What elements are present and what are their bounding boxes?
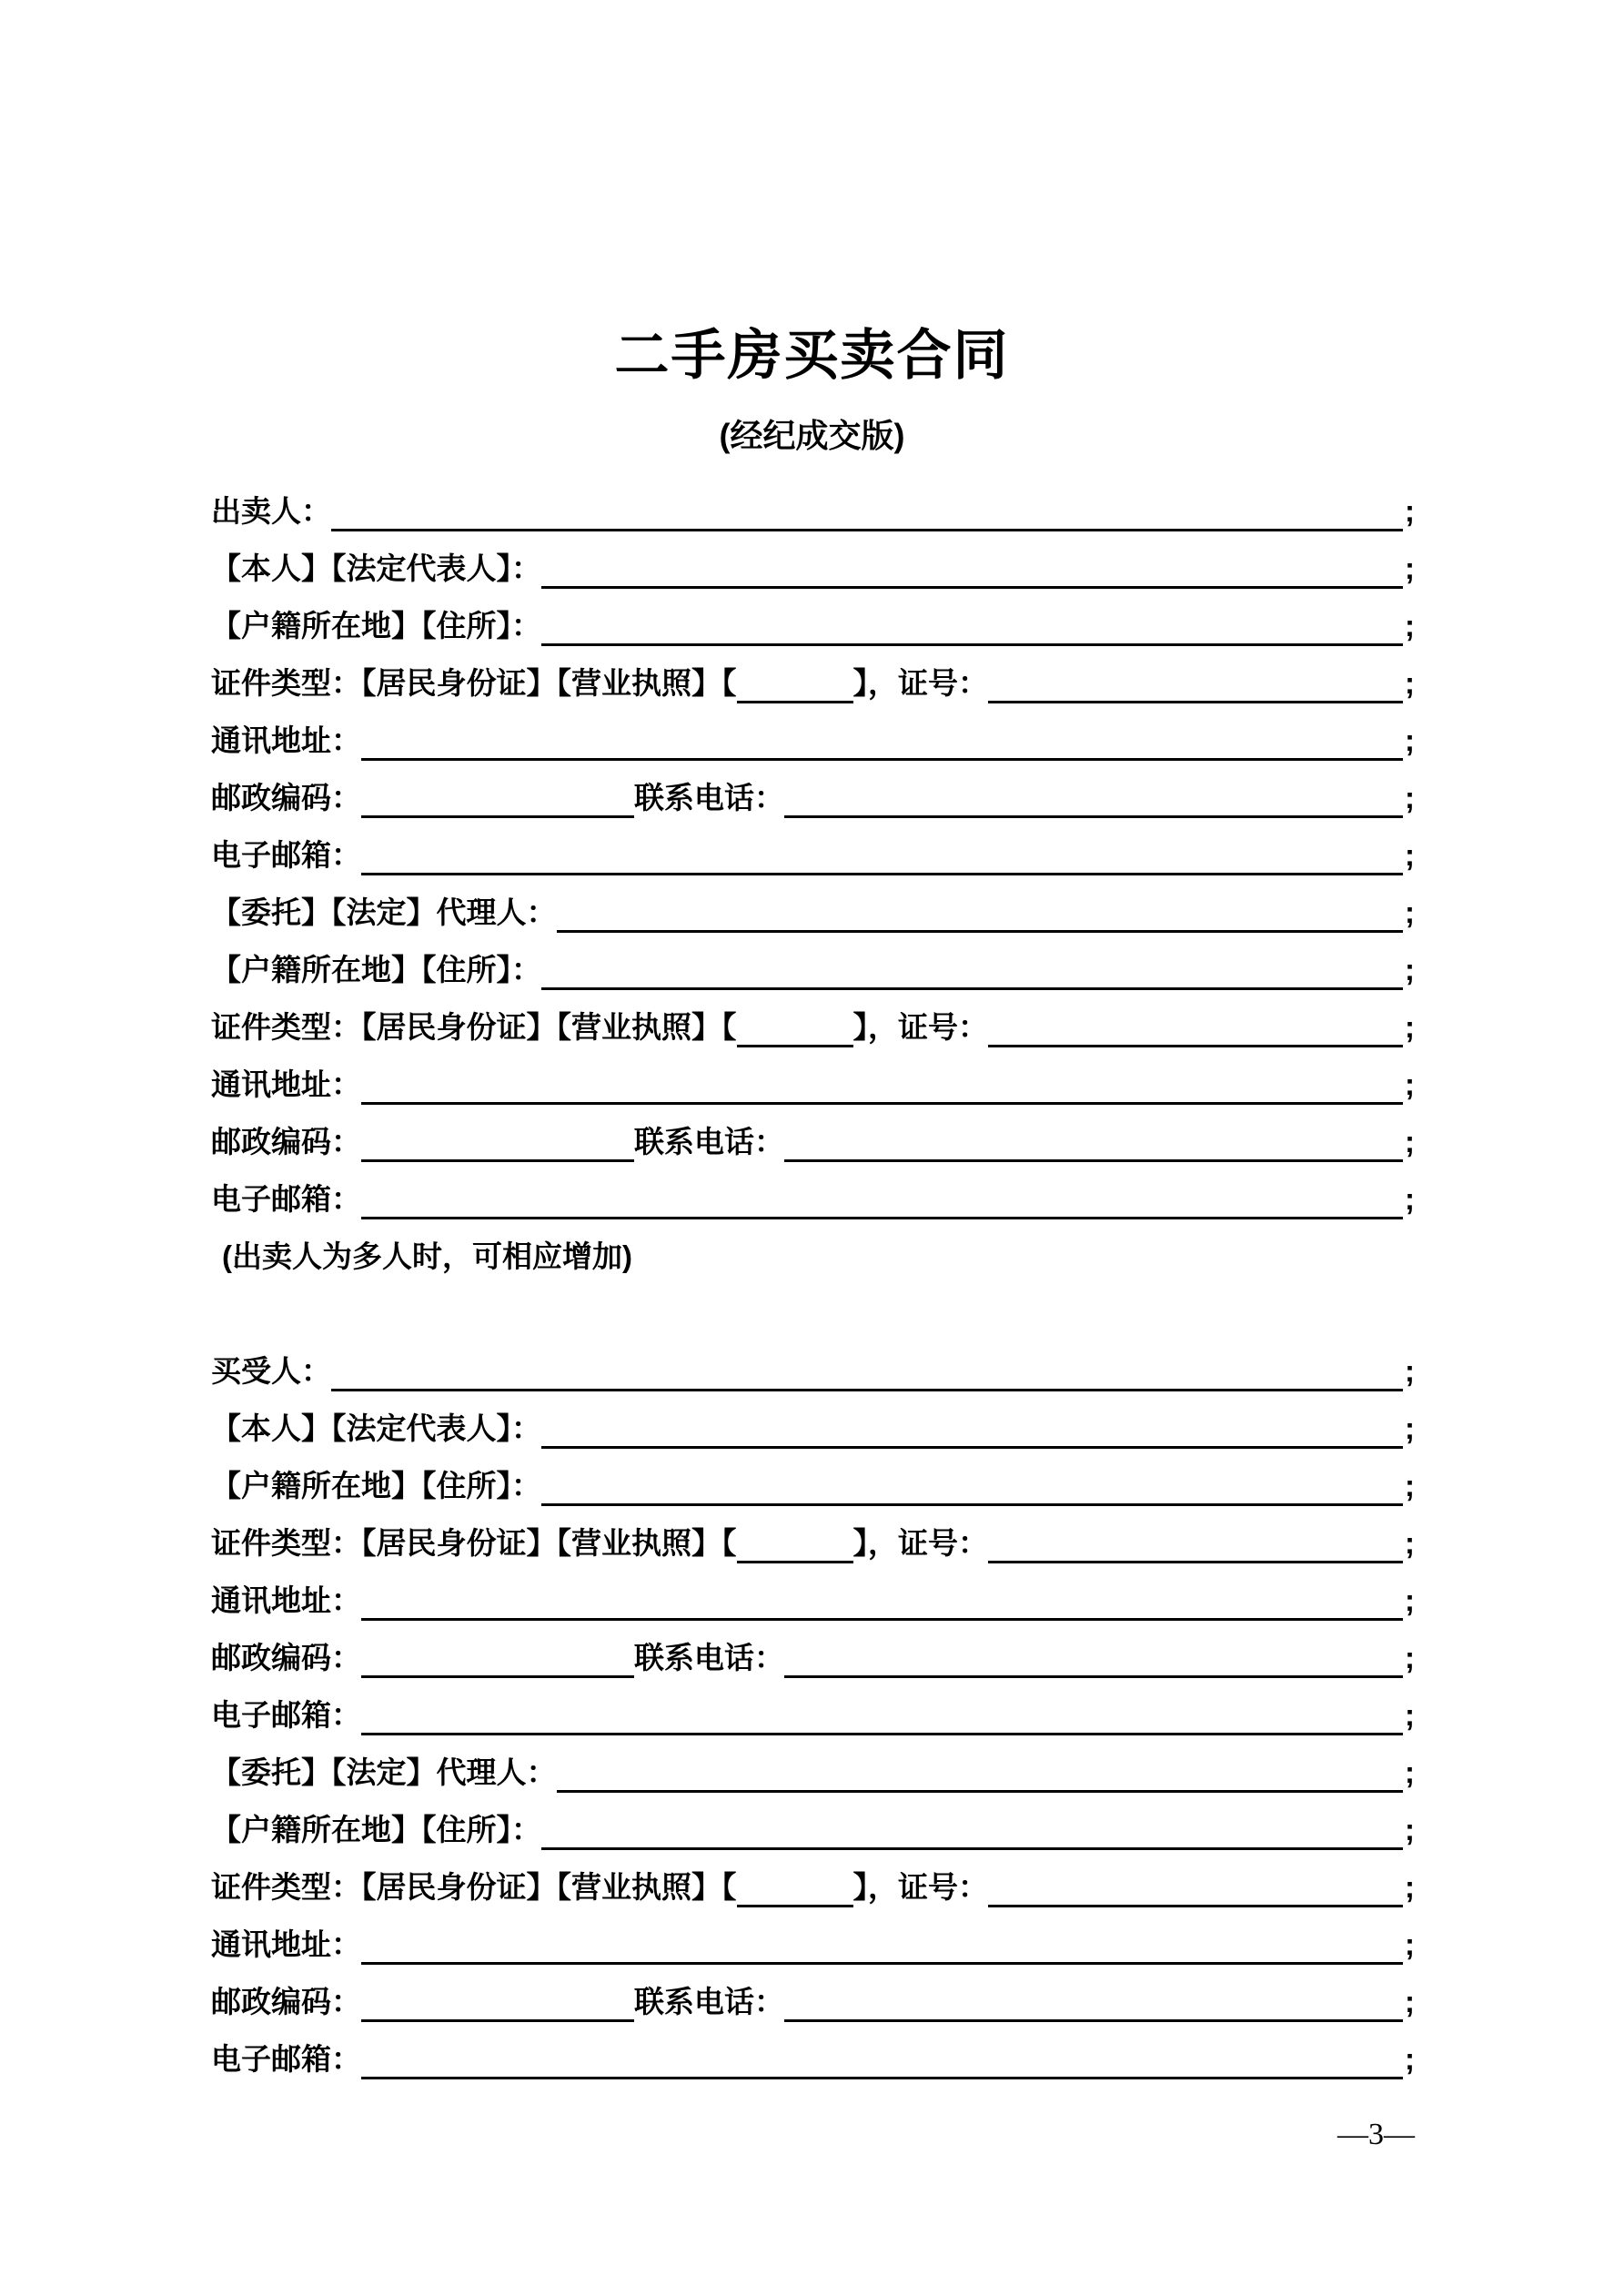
field-label: 邮政编码：: [211, 1125, 361, 1158]
certificate-type-blank: [737, 998, 853, 1047]
certificate-type-blank: [737, 1858, 853, 1907]
field-blank: [541, 597, 1403, 646]
field-label: 【委托】【法定】代理人：: [211, 895, 557, 929]
field-blank: [784, 1629, 1403, 1678]
field-blank: [541, 941, 1403, 990]
field-label: 【户籍所在地】【住所】：: [211, 1469, 541, 1502]
buyer-certificate-row: [211, 1514, 1415, 1572]
field-blank: [331, 1342, 1403, 1391]
buyer-agent-mailing-address-row: [211, 1916, 1415, 1973]
field-label: 电子邮箱：: [211, 2042, 361, 2076]
seller-agent-row: [211, 884, 1415, 941]
seller-agent-email-row: [211, 1170, 1415, 1228]
line-terminator: ;: [1405, 1354, 1415, 1388]
line-terminator: ;: [1405, 551, 1415, 585]
field-label: 出卖人：: [211, 494, 331, 528]
field-label: 证件类型：【居民身份证】【营业执照】【: [211, 1870, 737, 1904]
field-blank: [988, 1858, 1403, 1907]
line-terminator: ;: [1405, 723, 1415, 757]
line-terminator: ;: [1405, 838, 1415, 872]
line-terminator: ;: [1405, 781, 1415, 814]
buyer-agent-postal-phone-row: [211, 1973, 1415, 2030]
line-terminator: ;: [1405, 1526, 1415, 1560]
field-blank: [361, 1916, 1403, 1965]
line-terminator: ;: [1405, 1411, 1415, 1445]
buyer-agent-certificate-row: [211, 1858, 1415, 1916]
buyer-residence-row: [211, 1457, 1415, 1514]
field-label: 买受人：: [211, 1354, 331, 1388]
field-blank: [361, 1629, 634, 1678]
section-gap-row: [211, 1285, 1415, 1342]
line-terminator: ;: [1405, 1927, 1415, 1961]
buyer-legal-representative-row: [211, 1400, 1415, 1457]
field-blank: [988, 998, 1403, 1047]
seller-residence-row: [211, 597, 1415, 654]
line-terminator: ;: [1405, 1985, 1415, 2018]
field-blank: [784, 1113, 1403, 1162]
note-text: (出卖人为多人时，可相应增加): [222, 1239, 632, 1273]
field-label: 】，证号：: [852, 1010, 988, 1044]
seller-agent-residence-row: [211, 941, 1415, 998]
field-label: 【户籍所在地】【住所】：: [211, 1813, 541, 1846]
field-blank: [331, 482, 1403, 531]
field-blank: [541, 1400, 1403, 1449]
field-label: 证件类型：【居民身份证】【营业执照】【: [211, 1010, 737, 1044]
line-terminator: ;: [1405, 1010, 1415, 1044]
field-blank: [361, 769, 634, 818]
field-blank: [361, 1056, 1403, 1105]
field-label: 【委托】【法定】代理人：: [211, 1755, 557, 1789]
field-label: 邮政编码：: [211, 1641, 361, 1674]
buyer-postal-phone-row: [211, 1629, 1415, 1686]
seller-legal-representative-row: [211, 540, 1415, 597]
field-label: 通讯地址：: [211, 723, 361, 757]
field-label: 证件类型：【居民身份证】【营业执照】【: [211, 1526, 737, 1560]
line-terminator: ;: [1405, 1583, 1415, 1617]
line-terminator: ;: [1405, 895, 1415, 929]
field-label: 电子邮箱：: [211, 1698, 361, 1732]
line-terminator: ;: [1405, 1125, 1415, 1158]
line-terminator: ;: [1405, 494, 1415, 528]
field-label: 邮政编码：: [211, 781, 361, 814]
line-terminator: ;: [1405, 1870, 1415, 1904]
field-label: 证件类型：【居民身份证】【营业执照】【: [211, 666, 737, 700]
field-label: 【本人】【法定代表人】：: [211, 551, 541, 585]
field-label: 电子邮箱：: [211, 838, 361, 872]
field-label: 【户籍所在地】【住所】：: [211, 609, 541, 642]
field-label: 通讯地址：: [211, 1927, 361, 1961]
field-blank: [361, 1686, 1403, 1735]
line-terminator: ;: [1405, 1067, 1415, 1101]
buyer-email-row: [211, 1686, 1415, 1744]
buyer-agent-email-row: [211, 2030, 1415, 2088]
contract-form: [0, 482, 1624, 2088]
field-blank: [988, 1514, 1403, 1563]
line-terminator: ;: [1405, 953, 1415, 986]
page-subtitle: (经纪成交版): [719, 417, 905, 454]
seller-agent-certificate-row: [211, 998, 1415, 1056]
line-terminator: ;: [1405, 1641, 1415, 1674]
field-blank: [541, 1801, 1403, 1850]
field-blank: [557, 884, 1404, 933]
field-label: 通讯地址：: [211, 1583, 361, 1617]
page-number: —3—: [1337, 2118, 1415, 2151]
seller-name-row: [211, 482, 1415, 540]
field-label: 通讯地址：: [211, 1067, 361, 1101]
field-label: 联系电话：: [634, 781, 784, 814]
line-terminator: ;: [1405, 1698, 1415, 1732]
field-blank: [784, 1973, 1403, 2022]
field-blank: [988, 654, 1403, 703]
buyer-agent-row: [211, 1744, 1415, 1801]
field-blank: [361, 1113, 634, 1162]
field-label: 联系电话：: [634, 1985, 784, 2018]
seller-postal-phone-row: [211, 769, 1415, 826]
seller-agent-postal-phone-row: [211, 1113, 1415, 1170]
line-terminator: ;: [1405, 666, 1415, 700]
field-label: 联系电话：: [634, 1125, 784, 1158]
field-label: 联系电话：: [634, 1641, 784, 1674]
field-blank: [361, 2030, 1403, 2079]
seller-mailing-address-row: [211, 712, 1415, 769]
field-blank: [361, 1572, 1403, 1621]
buyer-mailing-address-row: [211, 1572, 1415, 1629]
certificate-type-blank: [737, 1514, 853, 1563]
line-terminator: ;: [1405, 1182, 1415, 1216]
line-terminator: ;: [1405, 1469, 1415, 1502]
field-label: 电子邮箱：: [211, 1182, 361, 1216]
line-terminator: ;: [1405, 1813, 1415, 1846]
seller-agent-mailing-address-row: [211, 1056, 1415, 1113]
field-blank: [784, 769, 1403, 818]
field-blank: [557, 1744, 1404, 1793]
field-label: 】，证号：: [852, 666, 988, 700]
field-blank: [361, 1170, 1403, 1219]
field-blank: [541, 540, 1403, 589]
seller-email-row: [211, 826, 1415, 884]
field-label: 】，证号：: [852, 1870, 988, 1904]
seller-note-row: [211, 1228, 1415, 1285]
field-label: 】，证号：: [852, 1526, 988, 1560]
line-terminator: ;: [1405, 609, 1415, 642]
field-label: 【本人】【法定代表人】：: [211, 1411, 541, 1445]
field-blank: [361, 1973, 634, 2022]
field-blank: [361, 712, 1403, 761]
field-blank: [541, 1457, 1403, 1506]
certificate-type-blank: [737, 654, 853, 703]
field-label: 【户籍所在地】【住所】：: [211, 953, 541, 986]
buyer-agent-residence-row: [211, 1801, 1415, 1858]
page-title: 二手房买卖合同: [614, 325, 1010, 386]
line-terminator: ;: [1405, 2042, 1415, 2076]
field-blank: [361, 826, 1403, 875]
seller-certificate-row: [211, 654, 1415, 712]
field-label: 邮政编码：: [211, 1985, 361, 2018]
buyer-name-row: [211, 1342, 1415, 1400]
line-terminator: ;: [1405, 1755, 1415, 1789]
